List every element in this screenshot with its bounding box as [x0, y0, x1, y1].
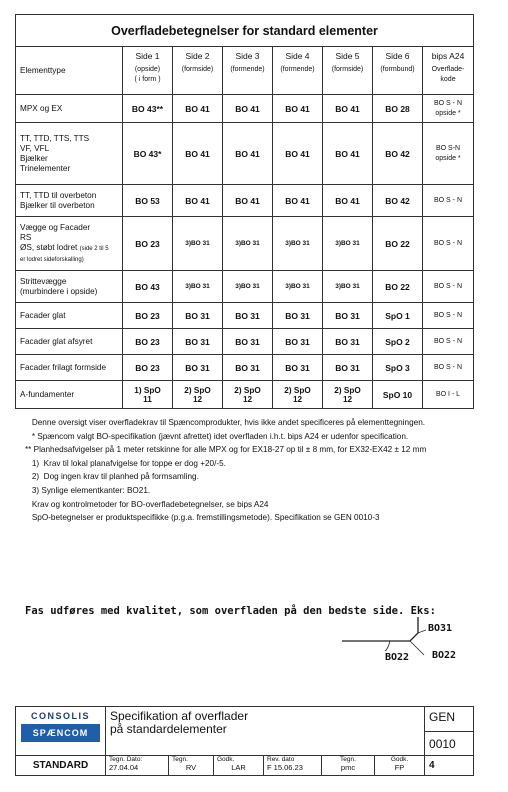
table-cell: 1) SpO 11: [123, 381, 173, 409]
table-row: [16, 271, 474, 303]
company-logo: [16, 707, 106, 756]
spec-title-line2: på standardelementer: [110, 722, 227, 736]
table-cell: SpO 1: [373, 303, 423, 329]
field-rev-date: Rev. dato F 15.06.23: [264, 756, 322, 776]
table-cell: BO 31: [223, 355, 273, 381]
table-cell: BO S - N: [423, 329, 474, 355]
table-cell: BO 41: [323, 123, 373, 185]
field-drawn-by: Tegn. RV: [169, 756, 214, 776]
chamfer-example-drawing: [330, 615, 508, 675]
table-cell: BO S-N opside *: [423, 123, 474, 185]
spaencom-logo: SPÆNCOM: [21, 724, 100, 742]
spec-title-line1: Specifikation af overflader: [110, 709, 249, 723]
table-row: [16, 95, 474, 123]
row-label: Facader frilagt formside: [16, 355, 123, 381]
table-cell: BO 31: [273, 329, 323, 355]
table-cell: BO S - N: [423, 355, 474, 381]
column-header-name: Side 3: [235, 51, 260, 61]
table-cell: BO 22: [373, 217, 423, 271]
example-label-top: BO31: [428, 623, 453, 634]
table-cell: 2) SpO 12: [323, 381, 373, 409]
table-row: [16, 329, 474, 355]
row-label: MPX og EX: [16, 95, 123, 123]
table-cell: 3)BO 31: [173, 271, 223, 303]
table-cell: BO 23: [123, 303, 173, 329]
table-cell: SpO 10: [373, 381, 423, 409]
table-cell: BO 41: [323, 185, 373, 217]
column-header-name: Side 6: [385, 51, 410, 61]
table-cell: 3)BO 31: [323, 217, 373, 271]
table-cell: BO S - N: [423, 217, 474, 271]
standard-label: STANDARD: [16, 756, 106, 776]
doc-number-cell: [425, 732, 474, 756]
column-header: [123, 47, 173, 95]
table-cell: 3)BO 31: [173, 217, 223, 271]
table-cell: 2) SpO 12: [273, 381, 323, 409]
example-caption: Fas udføres med kvalitet, som overfladen på den bedste side. Eks:: [25, 605, 436, 617]
note-line: 2) Dog ingen krav til planhed på formsamling.: [25, 472, 199, 482]
row-label: A-fundamenter: [16, 381, 123, 409]
column-header: [273, 47, 323, 95]
column-header: [373, 47, 423, 95]
column-header-sub: (formside): [331, 66, 364, 73]
table-cell: BO 41: [223, 95, 273, 123]
table-cell: 3)BO 31: [223, 217, 273, 271]
table-cell: BO 31: [323, 329, 373, 355]
note-line: 1) Krav til lokal planafvigelse for toppe er dog +20/-5.: [25, 458, 226, 468]
column-header: [423, 47, 474, 95]
table-row: [16, 217, 474, 271]
table-cell: BO 41: [273, 185, 323, 217]
example-label-right: BO22: [432, 650, 457, 661]
table-cell: BO I - L: [423, 381, 474, 409]
table-cell: BO S - N opside *: [423, 95, 474, 123]
note-line: Krav og kontrolmetoder for BO-overfladebetegnelser, se bips A24: [25, 499, 269, 509]
table-cell: BO S - N: [423, 271, 474, 303]
row-label-note: (side 2 til 5 er lodret sideforskalling): [20, 245, 109, 263]
column-header-sub: (opside) ( i form ): [134, 66, 161, 83]
table-cell: BO 41: [273, 95, 323, 123]
page-number: 4: [425, 756, 474, 776]
table-row: [16, 185, 474, 217]
notes: [25, 416, 495, 525]
example-label-left: BO22: [385, 652, 410, 663]
table-cell: BO 22: [373, 271, 423, 303]
gen-label: GEN: [429, 710, 456, 724]
row-label: Facader glat: [16, 303, 123, 329]
table-cell: SpO 3: [373, 355, 423, 381]
field-drawn-date: Tegn. Dato: 27.04.04: [106, 756, 169, 776]
table-cell: BO 31: [173, 303, 223, 329]
table-cell: 2) SpO 12: [223, 381, 273, 409]
table-cell: BO 31: [323, 355, 373, 381]
table-cell: BO 31: [223, 329, 273, 355]
table-cell: BO 41: [173, 185, 223, 217]
table-cell: BO S - N: [423, 303, 474, 329]
spec-title-cell: [106, 707, 425, 756]
table-cell: BO 43**: [123, 95, 173, 123]
column-header-element-type: Elementtype: [16, 47, 123, 95]
table-row: [16, 381, 474, 409]
consolis-wordmark: CONSOLIS: [30, 711, 90, 721]
table-cell: BO 23: [123, 217, 173, 271]
note-line: Denne oversigt viser overfladekrav til Spæncomprodukter, hvis ikke andet specificeres på elementtegningen.: [25, 418, 426, 427]
table-cell: BO 41: [223, 185, 273, 217]
table-row: [16, 123, 474, 185]
table-cell: BO 41: [273, 123, 323, 185]
table-cell: BO 23: [123, 329, 173, 355]
table-cell: BO 41: [173, 95, 223, 123]
row-label: Vægge og Facader RS ØS, støbt lodret (side 2 til 5 er lodret sideforskalling): [16, 217, 123, 271]
table-cell: BO 42: [373, 185, 423, 217]
table-cell: BO 28: [373, 95, 423, 123]
row-label: Strittevægge (murbindere i opside): [16, 271, 123, 303]
column-header-sub: Overflade- kode: [431, 66, 465, 83]
field-approved-by: Godk. LAR: [214, 756, 264, 776]
row-label: Facader glat afsyret: [16, 329, 123, 355]
table-cell: BO 42: [373, 123, 423, 185]
column-header-sub: (formende): [230, 66, 265, 73]
table-row: [16, 303, 474, 329]
column-header-sub: (formende): [280, 66, 315, 73]
table-cell: BO 41: [173, 123, 223, 185]
column-header-name: Side 4: [285, 51, 310, 61]
column-header: [323, 47, 373, 95]
table-cell: BO 43: [123, 271, 173, 303]
table-cell: BO 23: [123, 355, 173, 381]
table-cell: BO 31: [273, 303, 323, 329]
note-line: * Spæncom valgt BO-specifikation (jævnt afrettet) idet overfladen i.h.t. bips A24 er udenfor specification.: [25, 431, 409, 441]
table-cell: 3)BO 31: [223, 271, 273, 303]
table-cell: BO 41: [323, 95, 373, 123]
surface-designation-table: [15, 14, 474, 409]
column-header-name: Side 5: [335, 51, 360, 61]
note-line: 3) Synlige elementkanter: BO21.: [25, 485, 151, 495]
table-title: Overfladebetegnelser for standard elementer: [16, 15, 474, 47]
column-header: [173, 47, 223, 95]
row-label: TT, TTD, TTS, TTS VF, VFL Bjælker Trinelementer: [16, 123, 123, 185]
note-line: ** Planhedsafvigelser på 1 meter retskinne for alle MPX og for EX18-27 op til ± 8 mm, for EX32-EX42 ± 12 mm: [25, 445, 427, 455]
table-cell: 2) SpO 12: [173, 381, 223, 409]
table-cell: BO 53: [123, 185, 173, 217]
column-header: [223, 47, 273, 95]
column-header-sub: (formside): [181, 66, 214, 73]
table-cell: BO 31: [223, 303, 273, 329]
field-rev-drawn-by: Tegn. pmc: [322, 756, 375, 776]
column-header-sub: (formbund): [380, 66, 415, 73]
table-cell: 3)BO 31: [273, 217, 323, 271]
column-header-name: Side 1: [135, 51, 160, 61]
table-cell: 3)BO 31: [323, 271, 373, 303]
table-cell: 3)BO 31: [273, 271, 323, 303]
table-cell: BO 31: [323, 303, 373, 329]
table-cell: SpO 2: [373, 329, 423, 355]
title-block: [15, 706, 474, 776]
column-header-name: bips A24: [431, 51, 465, 61]
gen-cell: [425, 707, 474, 732]
table-cell: BO S - N: [423, 185, 474, 217]
table-cell: BO 31: [173, 329, 223, 355]
doc-number: 0010: [429, 737, 456, 751]
column-header-name: Side 2: [185, 51, 210, 61]
table-cell: BO 31: [173, 355, 223, 381]
row-label: TT, TTD til overbeton Bjælker til overbeton: [16, 185, 123, 217]
table-cell: BO 41: [223, 123, 273, 185]
table-row: [16, 355, 474, 381]
field-rev-approved-by: Godk. FP: [375, 756, 425, 776]
note-line: SpO-betegnelser er produktspecifikke (p.g.a. fremstillingsmetode). Specifikation se GEN 0010-3: [25, 513, 380, 523]
table-cell: BO 43*: [123, 123, 173, 185]
table-cell: BO 31: [273, 355, 323, 381]
